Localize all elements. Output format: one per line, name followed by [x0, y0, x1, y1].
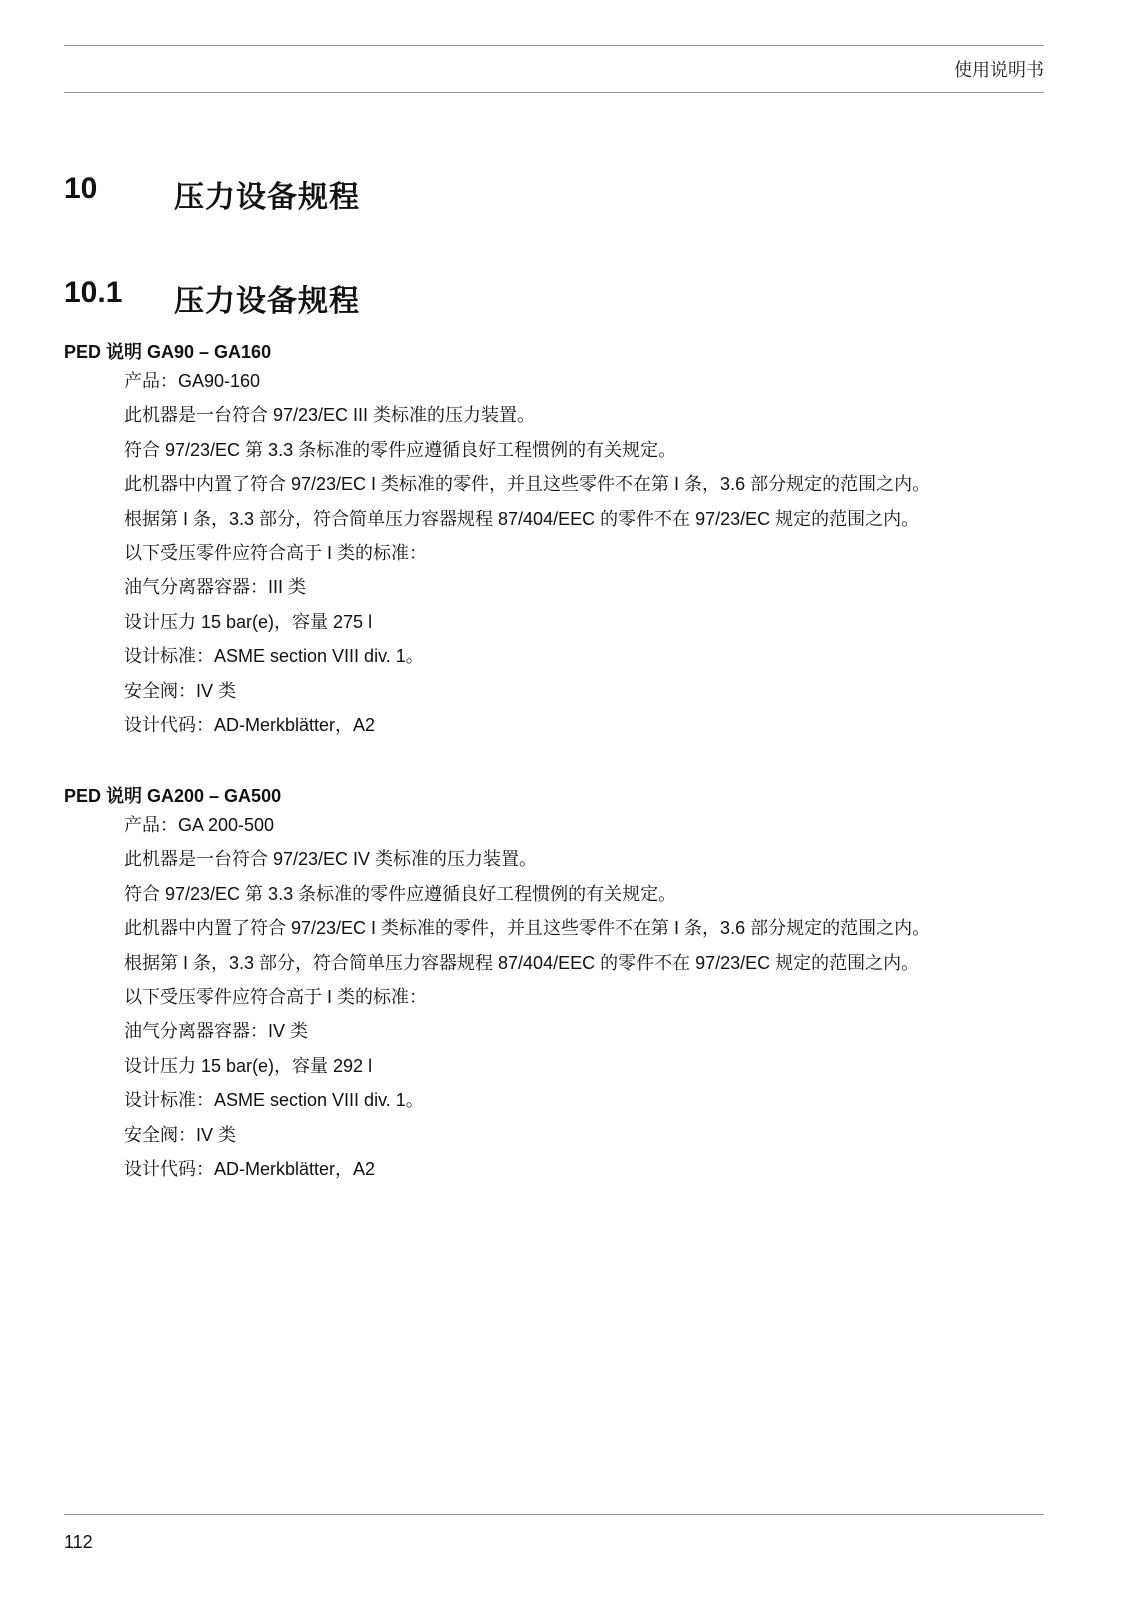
footer-rule [64, 1514, 1044, 1515]
list-item: 油气分离器容器：III 类 [124, 577, 307, 598]
list-item: 此机器中内置了符合 97/23/EC I 类标准的零件，并且这些零件不在第 I 条，3.6 部分规定的范围之内。 [124, 474, 931, 495]
list-item: 设计标准：ASME section VIII div. 1。 [124, 1090, 424, 1111]
header-top-rule [64, 45, 1044, 46]
section-number: 10.1 [64, 276, 123, 309]
list-item: 设计标准：ASME section VIII div. 1。 [124, 646, 424, 667]
list-item: 油气分离器容器：IV 类 [124, 1021, 309, 1042]
list-item: 此机器中内置了符合 97/23/EC I 类标准的零件，并且这些零件不在第 I 条，3.6 部分规定的范围之内。 [124, 918, 931, 939]
ped-lines-ga200-500 [124, 808, 930, 1186]
chapter-title: 压力设备规程 [174, 181, 360, 214]
list-item: 此机器是一台符合 97/23/EC IV 类标准的压力装置。 [124, 849, 538, 870]
running-header: 使用说明书 [954, 60, 1044, 80]
ped-heading-ga200-500: PED 说明 GA200 – GA500 [64, 786, 282, 806]
ped-lines-ga90-160 [124, 364, 930, 742]
section-title: 压力设备规程 [174, 285, 360, 318]
list-item: 安全阀：IV 类 [124, 1124, 237, 1145]
list-item: 设计压力 15 bar(e)，容量 292 l [124, 1055, 373, 1076]
list-item: 根据第 I 条，3.3 部分，符合简单压力容器规程 87/404/EEC 的零件不在 97/23/EC 规定的范围之内。 [124, 952, 920, 973]
list-item: 以下受压零件应符合高于 I 类的标准： [124, 986, 428, 1007]
chapter-number: 10 [64, 172, 98, 205]
header-bottom-rule [64, 92, 1044, 93]
list-item: 设计压力 15 bar(e)，容量 275 l [124, 611, 373, 632]
list-item: 此机器是一台符合 97/23/EC III 类标准的压力装置。 [124, 405, 536, 426]
list-item: 以下受压零件应符合高于 I 类的标准： [124, 542, 428, 563]
list-item: 产品：GA 200-500 [124, 815, 275, 835]
ped-heading-ga90-160: PED 说明 GA90 – GA160 [64, 342, 272, 362]
list-item: 设计代码：AD-Merkblätter，A2 [124, 714, 376, 735]
list-item: 安全阀：IV 类 [124, 680, 237, 701]
list-item: 产品：GA90-160 [124, 371, 261, 391]
list-item: 根据第 I 条，3.3 部分，符合简单压力容器规程 87/404/EEC 的零件不在 97/23/EC 规定的范围之内。 [124, 508, 920, 529]
list-item: 符合 97/23/EC 第 3.3 条标准的零件应遵循良好工程惯例的有关规定。 [124, 883, 677, 904]
list-item: 设计代码：AD-Merkblätter，A2 [124, 1158, 376, 1179]
page-number: 112 [64, 1532, 93, 1552]
list-item: 符合 97/23/EC 第 3.3 条标准的零件应遵循良好工程惯例的有关规定。 [124, 439, 677, 460]
